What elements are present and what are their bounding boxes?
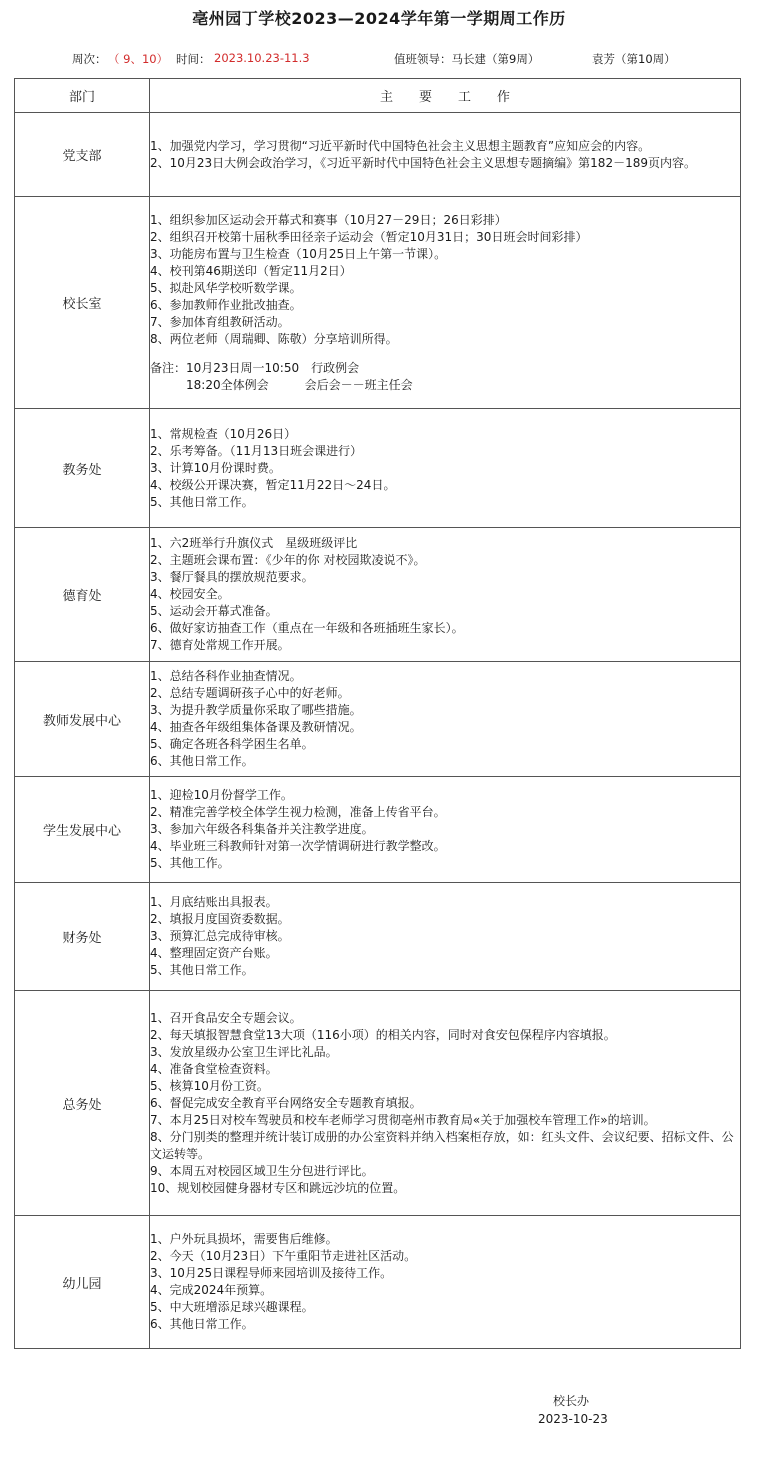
table-row: [15, 662, 741, 777]
list-item: 7、本月25日对校车驾驶员和校车老师学习贯彻亳州市教育局«关于加强校车管理工作»的培训。: [150, 1112, 656, 1127]
list-item: 5、运动会开幕式准备。: [150, 604, 278, 618]
list-item: 1、召开食品安全专题会议。: [150, 1010, 302, 1025]
list-item: 8、两位老师（周瑞卿、陈敬）分享培训所得。: [150, 331, 398, 346]
list-item: 5、确定各班各科学困生名单。: [150, 737, 314, 751]
list-item: 4、准备食堂检查资料。: [150, 1061, 278, 1076]
footer-org: 校长办: [553, 1394, 590, 1408]
duty-leader: 值班领导：马长建（第9周）: [394, 52, 540, 66]
list-item: 1、总结各科作业抽查情况。: [150, 669, 302, 683]
table-row: [15, 777, 741, 883]
list-item: 6、其他日常工作。: [150, 1317, 254, 1331]
list-item: 10、规划校园健身器材专区和跳远沙坑的位置。: [150, 1180, 406, 1195]
list-item: 1、六2班举行升旗仪式 星级班级评比: [150, 536, 358, 550]
list-item: 2、主题班会课布置：《少年的你 对校园欺凌说不》。: [150, 553, 426, 567]
list-item: 1、组织参加区运动会开幕式和赛事（10月27－29日；26日彩排）: [150, 212, 507, 227]
list-item: 8、分门别类的整理并统计装订成册的办公室资料并纳入档案柜存放，如：红头文件、会议纪要、招标文件、公文运转等。: [150, 1129, 734, 1161]
page-title: 亳州园丁学校2023—2024学年第一学期周工作历: [192, 9, 566, 28]
table-row: [15, 991, 741, 1216]
list-item: 5、核算10月份工资。: [150, 1078, 269, 1093]
week-value: （ 9、10）: [108, 52, 169, 66]
dept-cell: 教师发展中心: [15, 662, 150, 777]
list-item: 6、参加教师作业批改抽查。: [150, 297, 302, 312]
work-cell: [150, 883, 741, 991]
list-item: 6、做好家访抽查工作（重点在一年级和各班插班生家长）。: [150, 621, 464, 635]
table-row: [15, 1216, 741, 1349]
list-item: 2、每天填报智慧食堂13大项（116小项）的相关内容，同时对食安包保程序内容填报。: [150, 1027, 616, 1042]
list-item: 7、德育处常规工作开展。: [150, 638, 290, 652]
dept-cell: 总务处: [15, 991, 150, 1216]
list-item: 7、参加体育组教研活动。: [150, 314, 290, 329]
work-cell: [150, 1216, 741, 1349]
table-row: [15, 113, 741, 197]
dept-cell: 校长室: [15, 197, 150, 409]
dept-cell: 德育处: [15, 528, 150, 662]
table-row: [15, 883, 741, 991]
list-item: 3、参加六年级各科集备并关注教学进度。: [150, 822, 374, 836]
work-cell: [150, 197, 741, 409]
list-item: 2、组织召开校第十届秋季田径亲子运动会（暂定10月31日；30日班会时间彩排）: [150, 229, 588, 244]
list-item: 1、月底结账出具报表。: [150, 895, 278, 909]
list-item: 5、其他日常工作。: [150, 963, 254, 977]
list-item: 3、计算10月份课时费。: [150, 460, 281, 475]
dept-cell: 教务处: [15, 409, 150, 528]
list-item: 4、抽查各年级组集体备课及教研情况。: [150, 720, 362, 734]
note-line: 备注：10月23日周一10:50 行政例会: [150, 360, 360, 375]
list-item: 2、总结专题调研孩子心中的好老师。: [150, 686, 350, 700]
table-row: [15, 528, 741, 662]
list-item: 4、校级公开课决赛，暂定11月22日～24日。: [150, 477, 396, 492]
list-item: 4、校刊第46期送印（暂定11月2日）: [150, 263, 352, 278]
list-item: 3、10月25日课程导师来园培训及接待工作。: [150, 1266, 393, 1280]
duty-leader-second: 袁芳（第10周）: [592, 52, 676, 66]
header-dept: 部门: [15, 79, 150, 113]
dept-cell: 党支部: [15, 113, 150, 197]
work-cell: [150, 409, 741, 528]
work-cell: [150, 991, 741, 1216]
list-item: 4、校园安全。: [150, 587, 230, 601]
list-item: 3、功能房布置与卫生检查（10月25日上午第一节课）。: [150, 246, 447, 261]
work-calendar-table: [14, 78, 741, 1349]
list-item: 2、10月23日大例会政治学习，《习近平新时代中国特色社会主义思想专题摘编》第182－189页内容。: [150, 155, 696, 170]
list-item: 3、为提升教学质量你采取了哪些措施。: [150, 703, 362, 717]
work-cell: [150, 777, 741, 883]
table-header-row: [15, 79, 741, 113]
list-item: 1、户外玩具损坏，需要售后维修。: [150, 1232, 338, 1246]
list-item: 5、其他工作。: [150, 856, 230, 870]
list-item: 3、预算汇总完成待审核。: [150, 929, 290, 943]
list-item: 6、其他日常工作。: [150, 754, 254, 768]
list-item: 3、发放星级办公室卫生评比礼品。: [150, 1044, 338, 1059]
list-item: 2、填报月度国资委数据。: [150, 912, 290, 926]
dept-cell: 学生发展中心: [15, 777, 150, 883]
list-item: 5、其他日常工作。: [150, 494, 254, 509]
list-item: 5、拟赴风华学校听数学课。: [150, 280, 302, 295]
footer-date: 2023-10-23: [538, 1412, 608, 1426]
list-item: 4、毕业班三科教师针对第一次学情调研进行教学整改。: [150, 839, 446, 853]
list-item: 2、乐考筹备。（11月13日班会课进行）: [150, 443, 363, 458]
list-item: 4、完成2024年预算。: [150, 1283, 273, 1297]
week-label: 周次：: [72, 52, 107, 66]
table-row: [15, 409, 741, 528]
work-cell: [150, 662, 741, 777]
table-row: [15, 197, 741, 409]
list-item: 9、本周五对校园区域卫生分包进行评比。: [150, 1163, 374, 1178]
dept-cell: 幼儿园: [15, 1216, 150, 1349]
note-line: 18:20全体例会 会后会－－班主任会: [150, 377, 413, 392]
work-cell: [150, 528, 741, 662]
list-item: 3、餐厅餐具的摆放规范要求。: [150, 570, 314, 584]
list-item: 4、整理固定资产台账。: [150, 946, 278, 960]
list-item: 1、加强党内学习，学习贯彻“习近平新时代中国特色社会主义思想主题教育”应知应会的内容。: [150, 138, 651, 153]
header-work: 主 要 工 作: [150, 79, 741, 113]
time-value: 2023.10.23-11.3: [214, 51, 310, 65]
list-item: 2、今天（10月23日）下午重阳节走进社区活动。: [150, 1249, 417, 1263]
list-item: 5、中大班增添足球兴趣课程。: [150, 1300, 314, 1314]
list-item: 2、精准完善学校全体学生视力检测，准备上传省平台。: [150, 805, 446, 819]
list-item: 1、迎检10月份督学工作。: [150, 788, 293, 802]
time-label: 时间：: [176, 52, 211, 66]
info-bar: [0, 51, 758, 69]
list-item: 1、常规检查（10月26日）: [150, 426, 297, 441]
dept-cell: 财务处: [15, 883, 150, 991]
work-cell: [150, 113, 741, 197]
list-item: 6、督促完成安全教育平台网络安全专题教育填报。: [150, 1095, 422, 1110]
